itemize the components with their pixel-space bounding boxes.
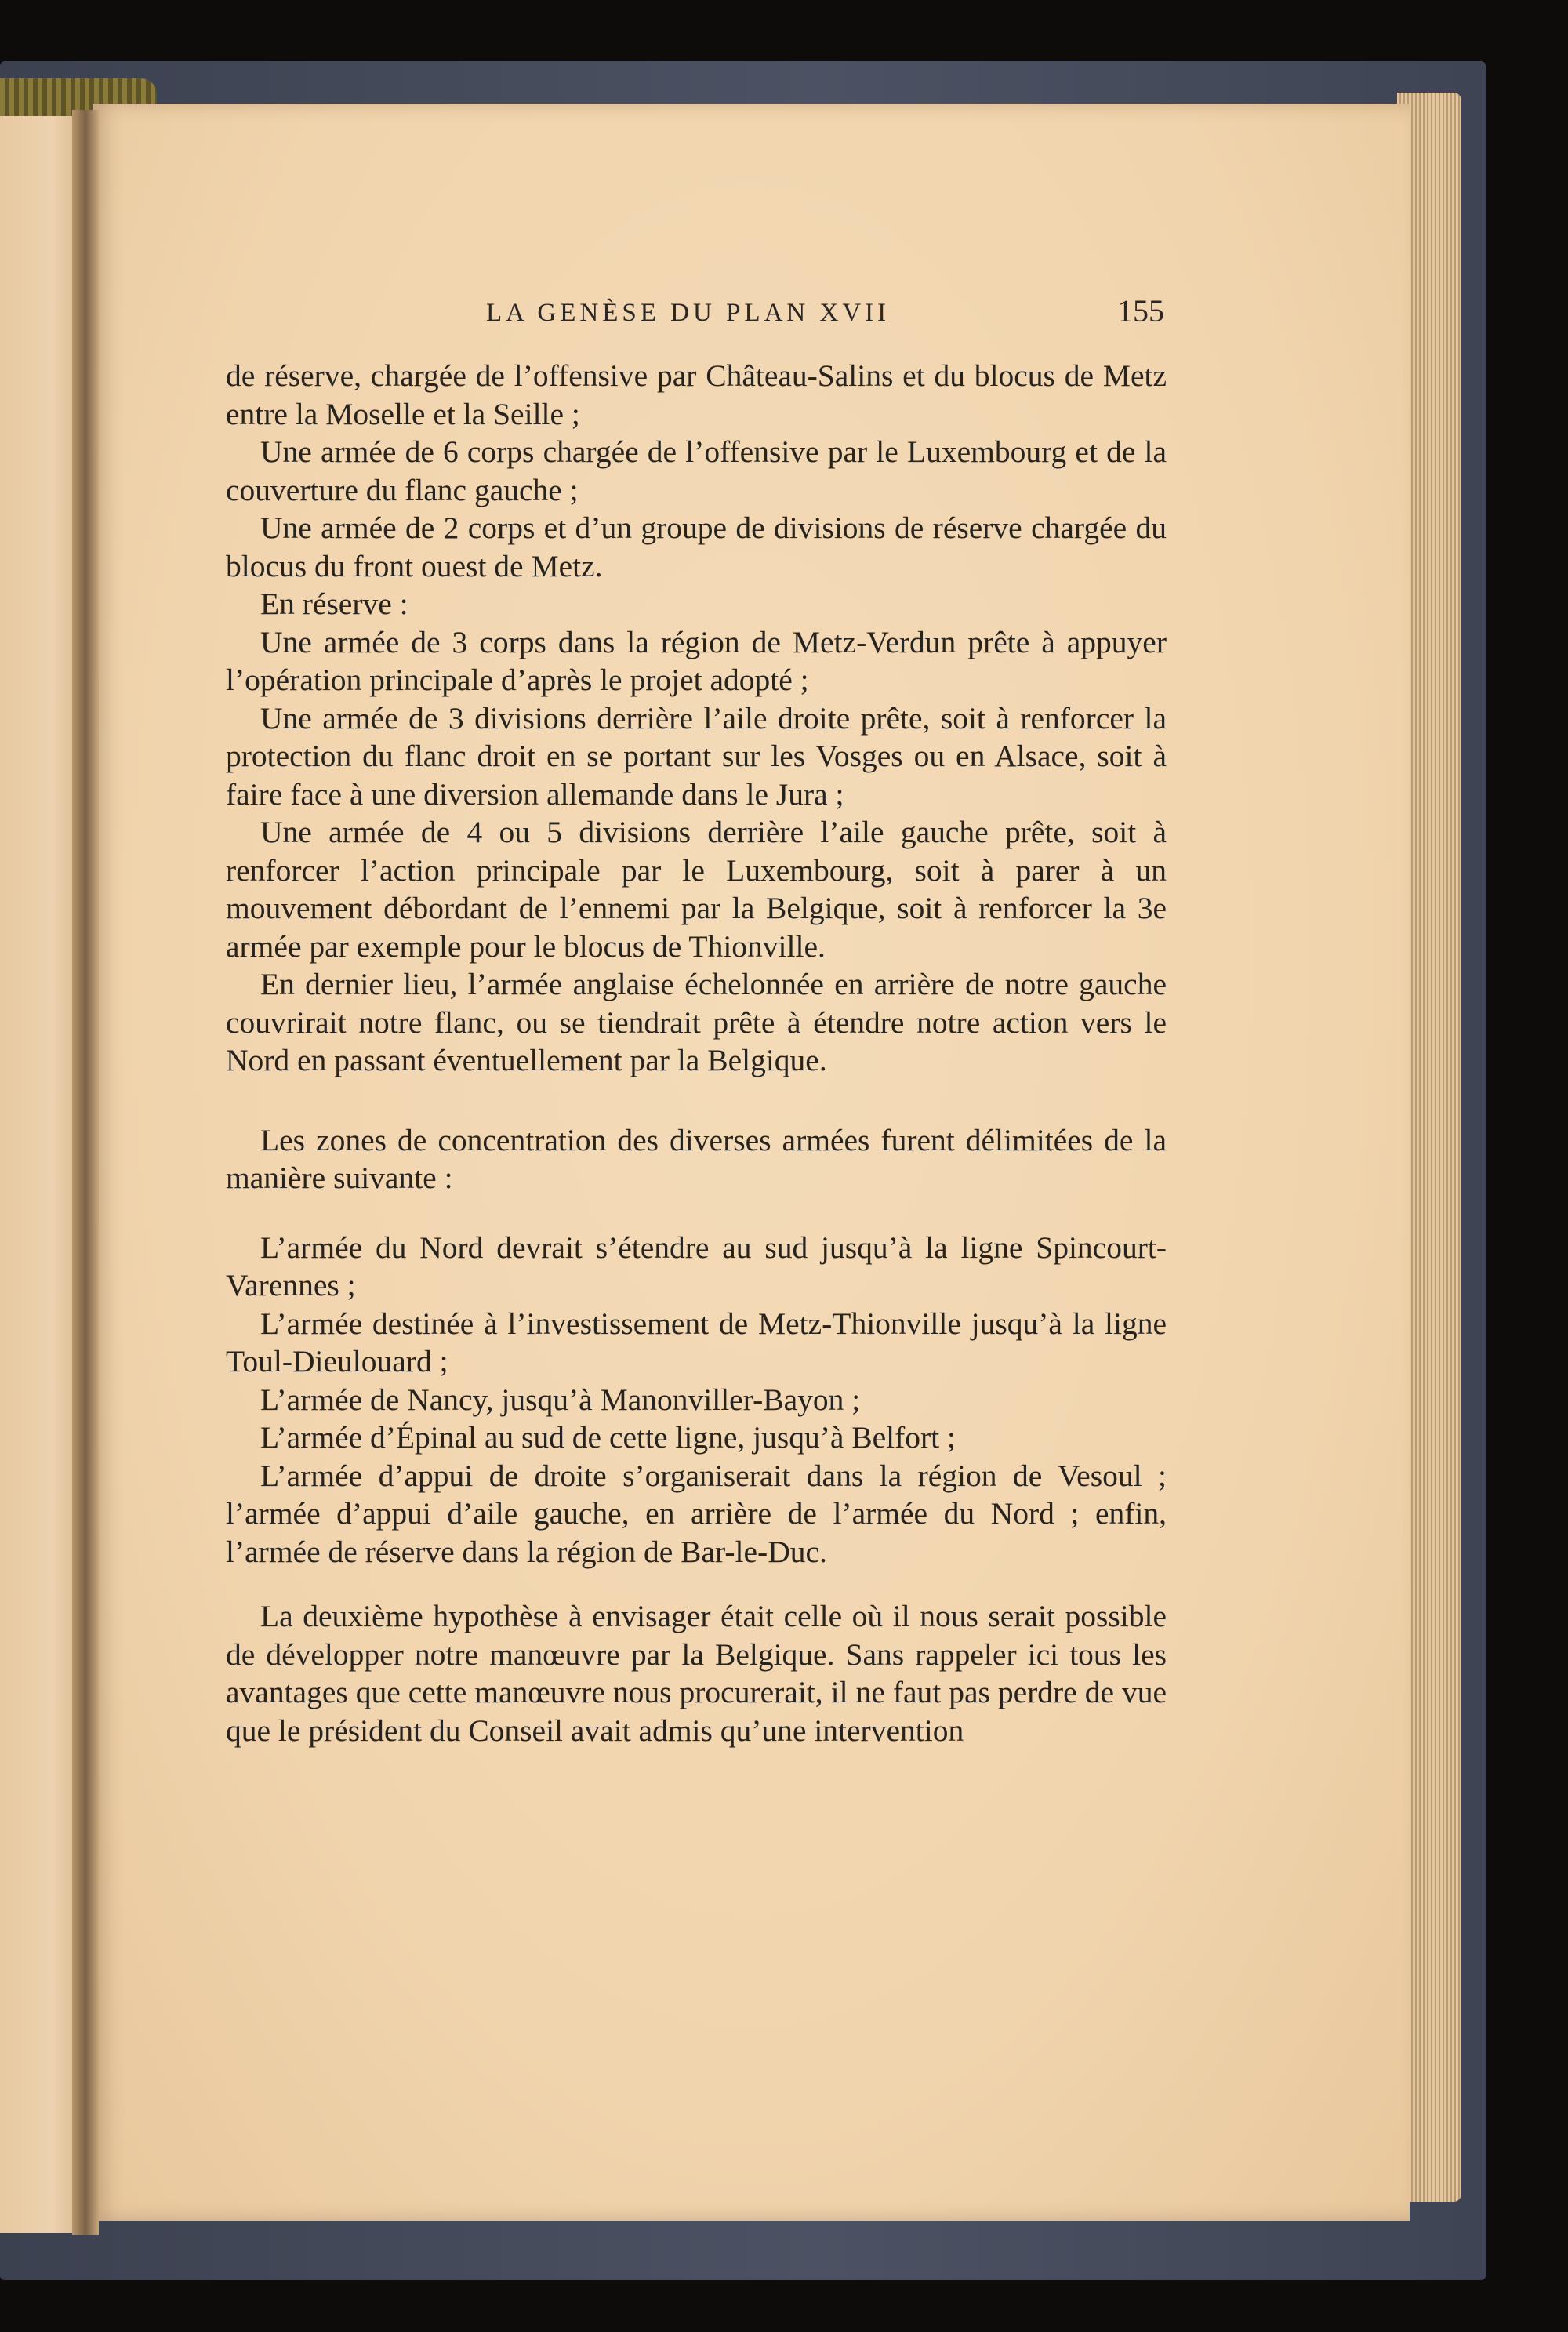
paragraph: Une armée de 6 corps chargée de l’offensive par le Luxembourg et de la couverture du flanc gauche ;	[226, 434, 1167, 507]
paragraph: L’armée d’Épinal au sud de cette ligne, jusqu’à Belfort ;	[260, 1420, 956, 1455]
paragraph: Une armée de 2 corps et d’un groupe de divisions de réserve chargée du blocus du front ouest de Metz.	[226, 510, 1167, 583]
paragraph: En réserve :	[260, 587, 408, 621]
section-break	[226, 1197, 1167, 1229]
book-gutter	[72, 110, 99, 2235]
page-body	[226, 357, 1167, 1749]
paragraph: L’armée du Nord devrait s’étendre au sud jusqu’à la ligne Spincourt-Varennes ;	[226, 1230, 1167, 1302]
paragraph: de réserve, chargée de l’offensive par Château-Salins et du blocus de Metz entre la Moselle et la Seille ;	[226, 358, 1167, 431]
running-title: LA GENÈSE DU PLAN XVII	[486, 299, 891, 327]
section-break	[226, 1571, 1167, 1597]
paragraph: L’armée d’appui de droite s’organiserait dans la région de Vesoul ; l’armée d’appui d’aile gauche, en arrière de l’armée du Nord ; enfin, l’armée de réserve dans la région de Bar-le-Duc.	[226, 1458, 1167, 1569]
paragraph: En dernier lieu, l’armée anglaise échelonnée en arrière de notre gauche couvrirait notre flanc, ou se tiendrait prête à étendre notre action vers le Nord en passant éventuellement par la Belgique.	[226, 967, 1167, 1077]
paragraph: Les zones de concentration des diverses armées furent délimitées de la manière suivante :	[226, 1122, 1167, 1195]
paragraph: Une armée de 3 divisions derrière l’aile droite prête, soit à renforcer la protection du flanc droit en se portant sur les Vosges ou en Alsace, soit à faire face à une diversion allemande dans le Jura ;	[226, 700, 1167, 812]
page-number: 155	[1117, 293, 1164, 329]
paragraph: L’armée de Nancy, jusqu’à Manonviller-Bayon ;	[260, 1382, 861, 1417]
paragraph: L’armée destinée à l’investissement de Metz-Thionville jusqu’à la ligne Toul-Dieulouard ;	[226, 1306, 1167, 1378]
section-break	[226, 1080, 1167, 1121]
paragraph: Une armée de 4 ou 5 divisions derrière l’aile gauche prête, soit à renforcer l’action principale par le Luxembourg, soit à parer à un mouvement débordant de l’ennemi par la Belgique, soit à renforcer la 3e armée par exemple pour le blocus de Thionville.	[226, 815, 1167, 964]
paragraph: La deuxième hypothèse à envisager était celle où il nous serait possible de développer notre manœuvre par la Belgique. Sans rappeler ici tous les avantages que cette manœuvre nous procurerait, il ne faut pas perdre de vue que le président du Conseil avait admis qu’une intervention	[226, 1599, 1167, 1748]
paragraph: Une armée de 3 corps dans la région de Metz-Verdun prête à appuyer l’opération principale d’après le projet adopté ;	[226, 624, 1167, 697]
